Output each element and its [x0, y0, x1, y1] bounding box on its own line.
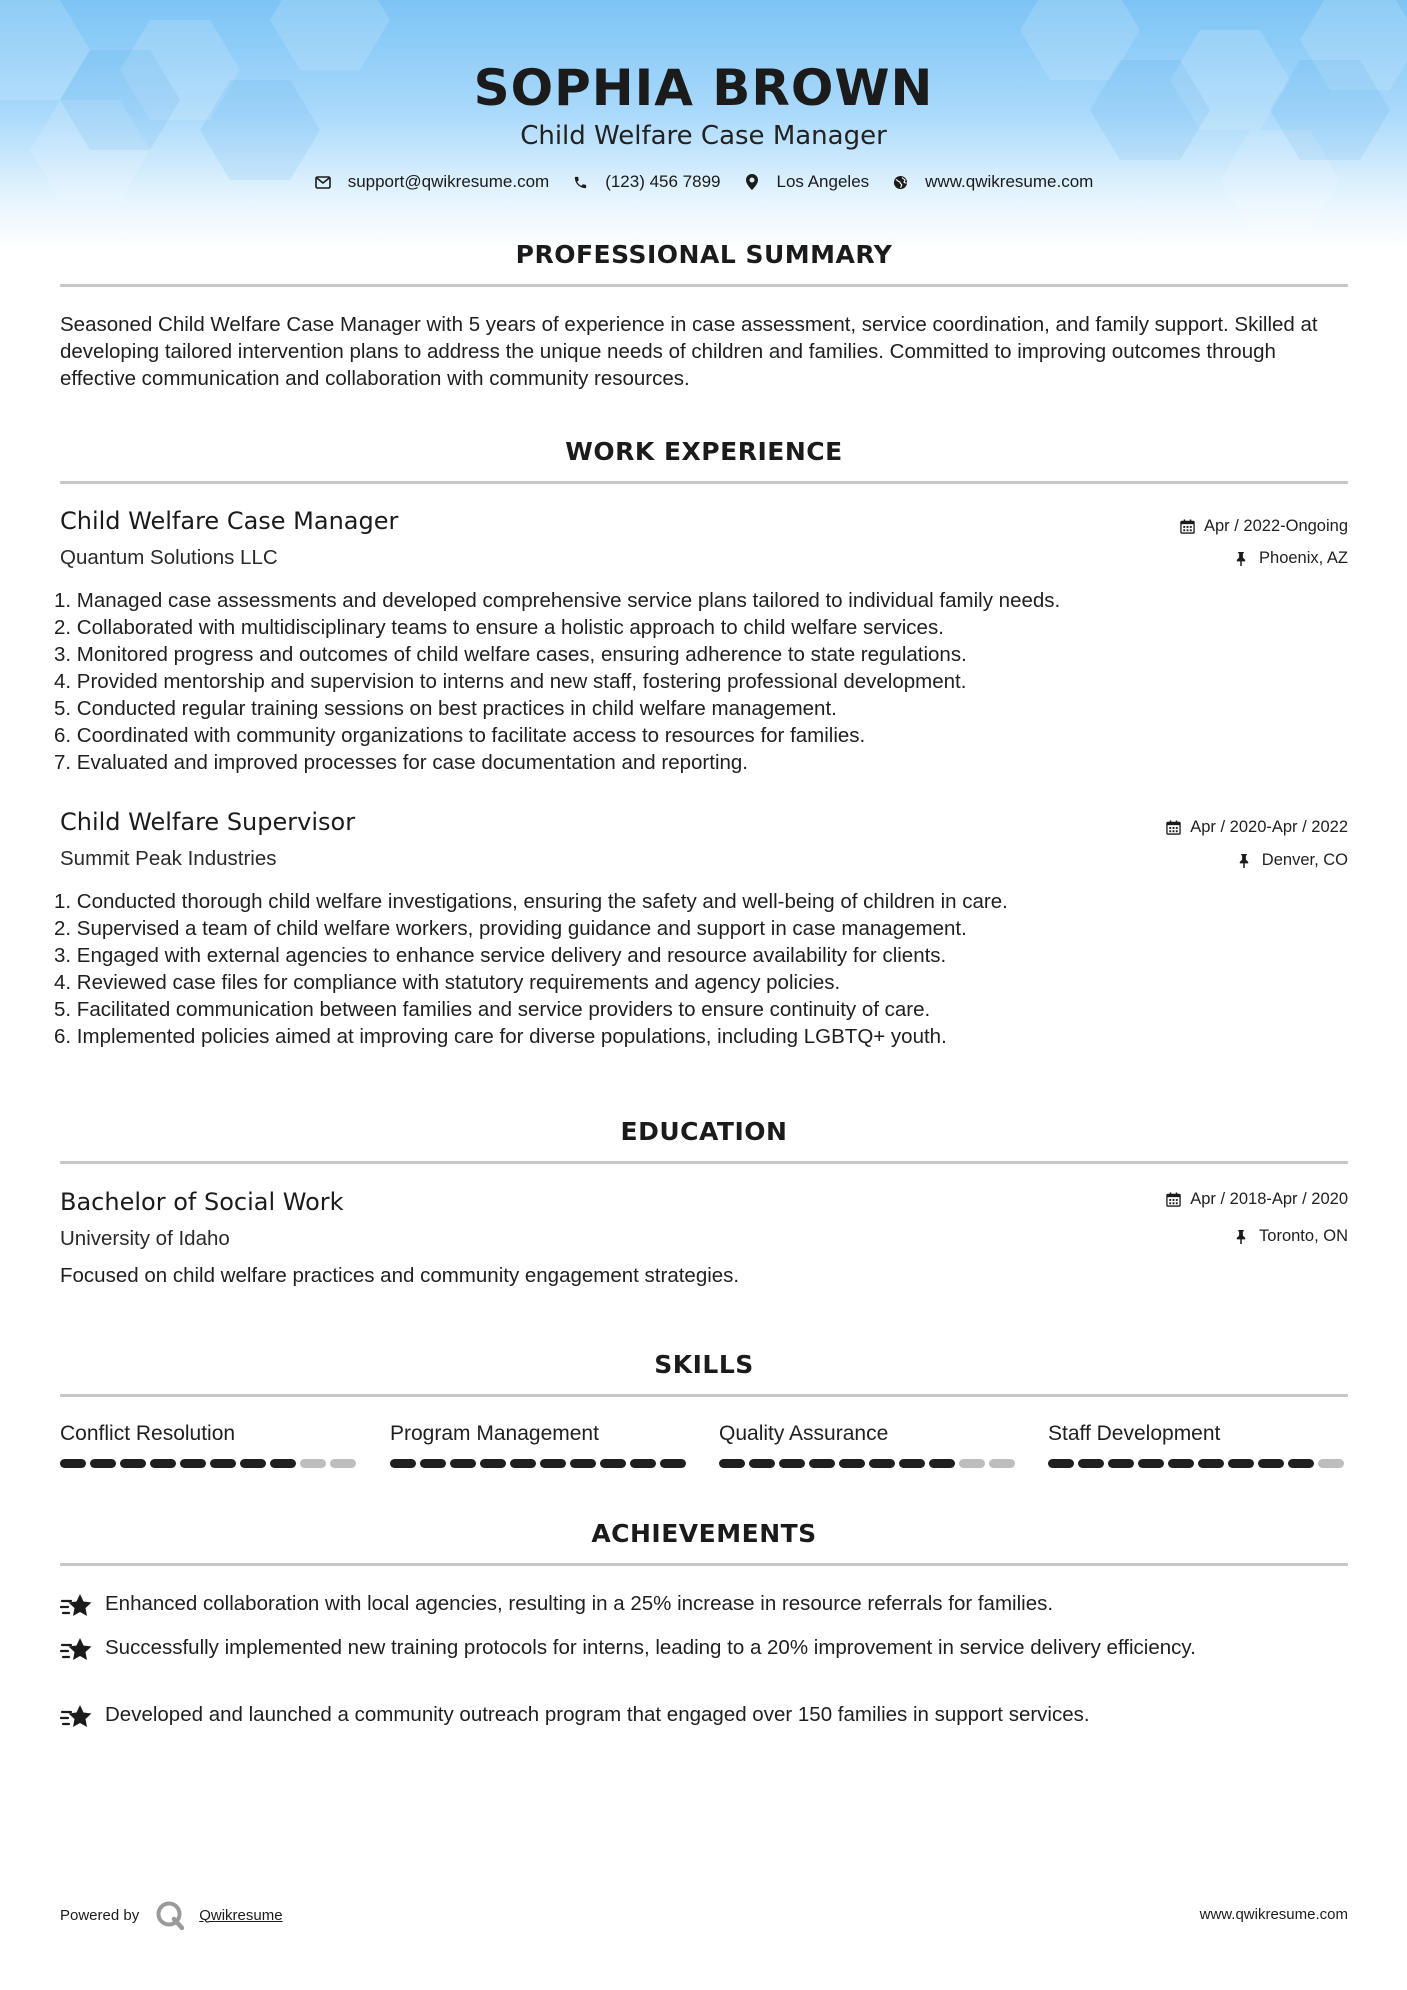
skill-level-bar	[719, 1459, 1019, 1468]
skill-level-dot-filled	[240, 1459, 266, 1468]
skill-item	[390, 1421, 690, 1468]
achievement-text: Developed and launched a community outreach program that engaged over 150 families in support services.	[105, 1703, 1090, 1726]
skill-level-dot-filled	[450, 1459, 476, 1468]
skill-level-bar	[1048, 1459, 1348, 1468]
skill-level-dot-empty	[300, 1459, 326, 1468]
summary-heading: PROFESSIONAL SUMMARY	[515, 240, 893, 269]
contact-website[interactable]	[891, 172, 1093, 192]
education-degree: Bachelor of Social Work	[60, 1188, 344, 1216]
list-item: 3. Engaged with external agencies to enhance service delivery and resource availability for clients.	[54, 944, 947, 967]
skill-level-dot-filled	[809, 1459, 835, 1468]
job-1-dates-text: Apr / 2022-Ongoing	[1203, 517, 1348, 535]
skill-name: Quality Assurance	[719, 1422, 889, 1445]
skill-level-dot-empty	[989, 1459, 1015, 1468]
skill-level-dot-filled	[90, 1459, 116, 1468]
job-2-location	[1238, 851, 1348, 870]
website-text: www.qwikresume.com	[925, 172, 1094, 191]
star-icon	[60, 1592, 96, 1622]
skill-level-dot-filled	[630, 1459, 656, 1468]
skill-name: Program Management	[390, 1422, 599, 1445]
job-1-dates	[1180, 517, 1348, 536]
education-heading: EDUCATION	[620, 1117, 788, 1146]
experience-divider	[60, 481, 1348, 484]
skill-level-dot-filled	[120, 1459, 146, 1468]
skill-level-dot-filled	[899, 1459, 925, 1468]
resume-header	[0, 58, 1407, 152]
skill-level-dot-filled	[1168, 1459, 1194, 1468]
job-2-dates-text: Apr / 2020-Apr / 2022	[1190, 818, 1348, 836]
skill-level-dot-filled	[1228, 1459, 1254, 1468]
skill-level-dot-filled	[929, 1459, 955, 1468]
job-2-location-text: Denver, CO	[1261, 851, 1348, 869]
skills-divider	[60, 1394, 1348, 1397]
location-text: Los Angeles	[776, 172, 870, 191]
skill-level-bar	[60, 1459, 360, 1468]
achievement-item	[60, 1701, 1350, 1733]
list-item: 1. Conducted thorough child welfare investigations, ensuring the safety and well-being of children in care.	[54, 890, 1008, 913]
achievement-item	[60, 1634, 1350, 1666]
star-icon	[60, 1636, 96, 1666]
list-item: 6. Implemented policies aimed at improving care for diverse populations, including LGBTQ+ youth.	[54, 1025, 947, 1048]
job-1-bullets	[54, 587, 1354, 776]
star-icon	[60, 1703, 96, 1733]
education-location	[1235, 1227, 1348, 1246]
skill-level-dot-empty	[959, 1459, 985, 1468]
list-item: 7. Evaluated and improved processes for case documentation and reporting.	[54, 751, 748, 774]
skill-item	[60, 1421, 360, 1468]
list-item: 2. Collaborated with multidisciplinary teams to ensure a holistic approach to child welfare services.	[54, 616, 944, 639]
summary-text: Seasoned Child Welfare Case Manager with 5 years of experience in case assessment, service coordination, and family support. Skilled at developing tailored intervention plans to address the unique needs of children and families. Committed to improving outcomes through effective communication and collaboration with community resources.	[60, 313, 1318, 390]
job-1-company: Quantum Solutions LLC	[60, 546, 278, 569]
pushpin-icon	[1235, 1229, 1251, 1245]
candidate-name: SOPHIA BROWN	[473, 59, 934, 117]
skill-level-dot-filled	[270, 1459, 296, 1468]
contact-email[interactable]	[314, 172, 550, 192]
skill-level-dot-filled	[869, 1459, 895, 1468]
phone-text: (123) 456 7899	[605, 172, 721, 191]
skill-name: Staff Development	[1048, 1422, 1221, 1445]
envelope-icon	[314, 173, 332, 191]
calendar-icon	[1166, 1192, 1182, 1208]
list-item: 3. Monitored progress and outcomes of child welfare cases, ensuring adherence to state regulations.	[54, 643, 967, 666]
skill-level-dot-filled	[839, 1459, 865, 1468]
skill-level-dot-filled	[779, 1459, 805, 1468]
skill-level-dot-filled	[1198, 1459, 1224, 1468]
education-school: University of Idaho	[60, 1227, 230, 1250]
skill-level-dot-filled	[510, 1459, 536, 1468]
email-text: support@qwikresume.com	[347, 172, 550, 191]
job-2-company: Summit Peak Industries	[60, 847, 277, 870]
skill-level-dot-filled	[1048, 1459, 1074, 1468]
achievements-heading: ACHIEVEMENTS	[591, 1519, 817, 1548]
skill-level-dot-filled	[749, 1459, 775, 1468]
education-location-text: Toronto, ON	[1259, 1227, 1348, 1245]
skill-level-dot-filled	[540, 1459, 566, 1468]
job-1-location	[1235, 549, 1348, 568]
calendar-icon	[1180, 519, 1196, 535]
skill-level-dot-filled	[150, 1459, 176, 1468]
contact-phone[interactable]	[571, 172, 720, 192]
job-1-title: Child Welfare Case Manager	[60, 507, 399, 535]
achievement-item	[60, 1590, 1350, 1622]
skill-level-dot-filled	[1138, 1459, 1164, 1468]
skill-level-dot-filled	[660, 1459, 686, 1468]
skill-level-dot-filled	[1288, 1459, 1314, 1468]
list-item: 4. Provided mentorship and supervision to interns and new staff, fostering professional development.	[54, 670, 967, 693]
skill-level-dot-filled	[570, 1459, 596, 1468]
skill-level-dot-filled	[420, 1459, 446, 1468]
skill-level-dot-filled	[1078, 1459, 1104, 1468]
education-divider	[60, 1161, 1348, 1164]
job-2-dates	[1166, 818, 1348, 837]
skill-item	[1048, 1421, 1348, 1468]
skills-heading: SKILLS	[654, 1350, 754, 1379]
list-item: 4. Reviewed case files for compliance with statutory requirements and agency policies.	[54, 971, 841, 994]
skill-name: Conflict Resolution	[60, 1422, 236, 1445]
skill-level-dot-empty	[1318, 1459, 1344, 1468]
pushpin-icon	[1235, 551, 1251, 567]
skill-level-bar	[390, 1459, 690, 1468]
footer-website[interactable]: www.qwikresume.com	[1199, 1906, 1348, 1923]
contact-location	[743, 172, 870, 192]
footer-powered-by	[60, 1900, 283, 1930]
skill-level-dot-filled	[60, 1459, 86, 1468]
skill-level-dot-filled	[1108, 1459, 1134, 1468]
list-item: 1. Managed case assessments and developed comprehensive service plans tailored to individual family needs.	[54, 589, 1061, 612]
qwikresume-logo-icon	[155, 1900, 185, 1930]
skill-level-dot-empty	[330, 1459, 356, 1468]
experience-heading: WORK EXPERIENCE	[565, 437, 843, 466]
skill-level-dot-filled	[480, 1459, 506, 1468]
job-2-bullets	[54, 888, 1354, 1050]
job-2-title: Child Welfare Supervisor	[60, 808, 356, 836]
powered-by-label: Powered by	[60, 1906, 140, 1924]
education-dates	[1166, 1190, 1348, 1209]
skill-level-dot-filled	[180, 1459, 206, 1468]
map-pin-icon	[743, 173, 761, 191]
achievement-text: Enhanced collaboration with local agencies, resulting in a 25% increase in resource referrals for families.	[105, 1592, 1054, 1615]
skill-level-dot-filled	[719, 1459, 745, 1468]
skill-level-dot-filled	[390, 1459, 416, 1468]
achievements-divider	[60, 1563, 1348, 1566]
achievement-text: Successfully implemented new training protocols for interns, leading to a 20% improvement in service delivery efficiency.	[105, 1636, 1196, 1659]
list-item: 5. Facilitated communication between families and service providers to ensure continuity of care.	[54, 998, 931, 1021]
calendar-icon	[1166, 820, 1182, 836]
list-item: 6. Coordinated with community organizations to facilitate access to resources for families.	[54, 724, 866, 747]
contact-bar	[0, 172, 1407, 192]
phone-icon	[571, 173, 589, 191]
list-item: 2. Supervised a team of child welfare workers, providing guidance and support in case management.	[54, 917, 967, 940]
globe-icon	[891, 173, 909, 191]
education-dates-text: Apr / 2018-Apr / 2020	[1190, 1190, 1348, 1208]
skill-level-dot-filled	[600, 1459, 626, 1468]
skill-level-dot-filled	[210, 1459, 236, 1468]
candidate-role: Child Welfare Case Manager	[520, 121, 887, 151]
summary-divider	[60, 284, 1348, 287]
pushpin-icon	[1238, 853, 1254, 869]
qwikresume-link[interactable]: Qwikresume	[199, 1906, 283, 1924]
skill-level-dot-filled	[1258, 1459, 1284, 1468]
education-description: Focused on child welfare practices and community engagement strategies.	[60, 1264, 740, 1287]
list-item: 5. Conducted regular training sessions on best practices in child welfare management.	[54, 697, 837, 720]
skill-item	[719, 1421, 1019, 1468]
job-1-location-text: Phoenix, AZ	[1259, 549, 1348, 567]
